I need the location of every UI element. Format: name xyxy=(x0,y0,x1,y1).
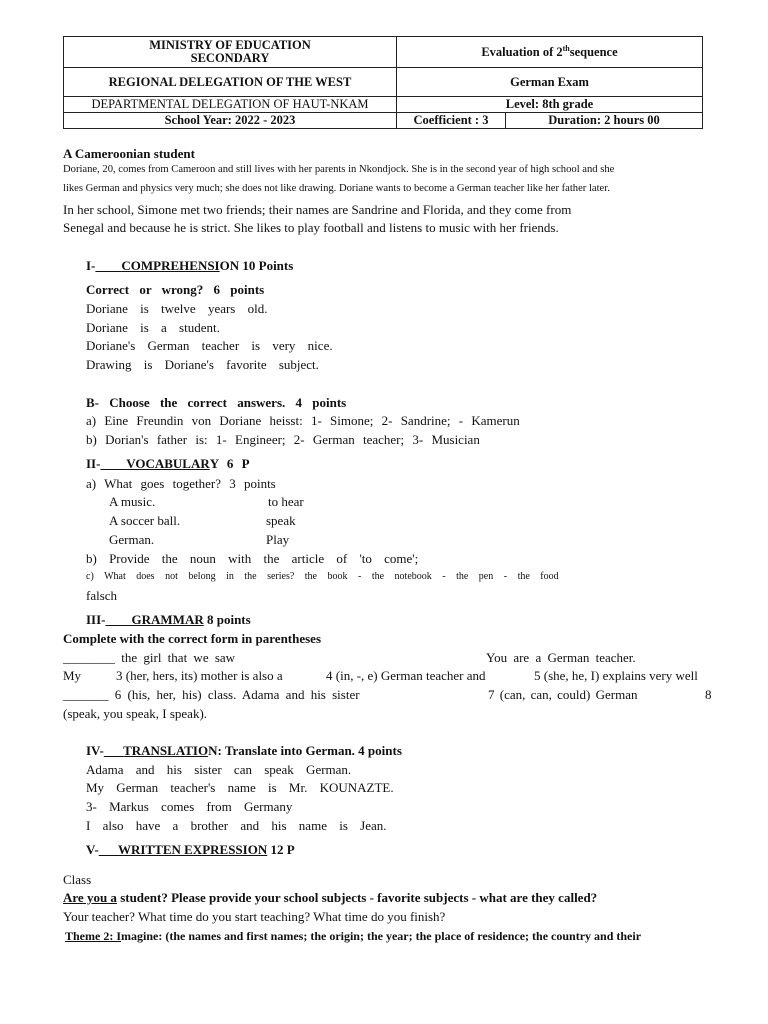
vocabulary-right-3: Play xyxy=(266,532,290,547)
vocabulary-heading xyxy=(86,456,250,472)
regional-cell: REGIONAL DELEGATION OF THE WEST xyxy=(64,68,397,97)
school-year-cell: School Year: 2022 - 2023 xyxy=(64,113,397,129)
written-heading xyxy=(86,842,295,858)
vocabulary-left-3: German. xyxy=(109,532,155,547)
comprehension-heading xyxy=(86,258,293,274)
comprehension-a-item-1: Doriane is twelve years old. xyxy=(86,301,268,316)
written-q1-underlined: Are you a xyxy=(63,890,117,905)
written-theme-rest: magine: (the names and first names; the origin; the year; the place of residence; the country and their xyxy=(121,929,642,943)
comprehension-a-item-3: Doriane's German teacher is very nice. xyxy=(86,338,333,353)
written-class-label: Class xyxy=(63,872,92,887)
grammar-line2-d: 5 (she, he, I) explains very well xyxy=(534,668,698,683)
reading-line2: likes German and physics very much; she does not like drawing. Doriane wants to become a German teacher like her father later. xyxy=(63,183,610,194)
reading-line3: In her school, Simone met two friends; their names are Sandrine and Florida, and they come from xyxy=(63,202,572,217)
evaluation-cell xyxy=(397,37,703,68)
grammar-line2-c: 4 (in, -, e) German teacher and xyxy=(326,668,486,683)
heading-underlined: COMPREHENSI xyxy=(121,258,220,273)
comprehension-a-title: Correct or wrong? 6 points xyxy=(86,282,265,297)
reading-line4: Senegal and because he is strict. She likes to play football and listens to music with her friends. xyxy=(63,220,559,235)
grammar-instruction: Complete with the correct form in parentheses xyxy=(63,631,322,646)
comprehension-b-item-2: b) Dorian's father is: 1- Engineer; 2- German teacher; 3- Musician xyxy=(86,432,480,447)
blank: ________ xyxy=(63,650,115,665)
grammar-line3-b: 7 (can, can, could) German xyxy=(488,687,638,702)
heading-number: IV- xyxy=(86,743,104,758)
vocabulary-b-line: b) Provide the noun with the article of 'to come'; xyxy=(86,551,419,566)
vocabulary-a-title: a) What goes together? 3 points xyxy=(86,476,276,491)
heading-gap xyxy=(100,456,126,471)
duration-cell: Duration: 2 hours 00 xyxy=(506,113,703,129)
vocabulary-left-2: A soccer ball. xyxy=(109,513,181,528)
translation-item-3: 3- Markus comes from Germany xyxy=(86,799,293,814)
grammar-line1 xyxy=(63,650,235,666)
heading-gap xyxy=(104,743,123,758)
translation-heading xyxy=(86,743,402,759)
evaluation-suffix: sequence xyxy=(569,45,618,60)
reading-title: A Cameroonian student xyxy=(63,146,195,161)
heading-rest: N: Translate into German. 4 points xyxy=(208,743,402,758)
heading-rest: 8 points xyxy=(203,612,251,627)
heading-gap xyxy=(106,612,132,627)
grammar-line2-a: My xyxy=(63,668,82,683)
written-q1-rest: student? Please provide your school subjects - favorite subjects - what are they called? xyxy=(116,890,598,905)
vocabulary-right-2: speak xyxy=(266,513,296,528)
vocabulary-right-1: to hear xyxy=(268,494,304,509)
heading-underlined: WRITTEN EXPRESSION xyxy=(118,842,268,857)
evaluation-sup: th xyxy=(562,43,570,53)
ministry-line1: MINISTRY OF EDUCATION xyxy=(149,38,311,52)
heading-number: I- xyxy=(86,258,96,273)
comprehension-a-item-2: Doriane is a student. xyxy=(86,320,220,335)
heading-rest: 12 P xyxy=(267,842,295,857)
evaluation-prefix: Evaluation of 2 xyxy=(481,45,563,60)
comprehension-b-title: B- Choose the correct answers. 4 points xyxy=(86,395,347,410)
grammar-line3 xyxy=(63,687,360,703)
heading-number: V- xyxy=(86,842,99,857)
written-theme-2 xyxy=(65,929,641,944)
heading-gap xyxy=(99,842,118,857)
translation-item-2: My German teacher's name is Mr. KOUNAZTE. xyxy=(86,780,394,795)
grammar-line3-text: 6 (his, her, his) class. Adama and his sister xyxy=(108,687,360,702)
translation-item-1: Adama and his sister can speak German. xyxy=(86,762,352,777)
translation-item-4: I also have a brother and his name is Jean. xyxy=(86,818,387,833)
written-theme-underlined: Theme 2: I xyxy=(65,929,121,943)
ministry-cell xyxy=(64,37,397,68)
vocabulary-falsch: falsch xyxy=(86,588,118,603)
departmental-cell: DEPARTMENTAL DELEGATION OF HAUT-NKAM xyxy=(64,97,397,113)
grammar-line1-text: the girl that we saw xyxy=(115,650,236,665)
header-table xyxy=(63,36,703,129)
heading-number: III- xyxy=(86,612,106,627)
comprehension-b-item-1: a) Eine Freundin von Doriane heisst: 1- Simone; 2- Sandrine; - Kamerun xyxy=(86,413,520,428)
blank: _______ xyxy=(63,687,109,702)
exam-cell: German Exam xyxy=(397,68,703,97)
ministry-line2: SECONDARY xyxy=(190,51,270,65)
grammar-line3-c: 8 xyxy=(705,687,712,702)
heading-underlined: VOCABULAR xyxy=(126,456,210,471)
level-cell: Level: 8th grade xyxy=(397,97,703,113)
heading-underlined: TRANSLATIO xyxy=(123,743,209,758)
grammar-line1-right: You are a German teacher. xyxy=(486,650,636,665)
coefficient-cell: Coefficient : 3 xyxy=(397,113,506,129)
vocabulary-c-line: c) What does not belong in the series? the book - the notebook - the pen - the food xyxy=(86,571,559,582)
vocabulary-left-1: A music. xyxy=(109,494,156,509)
reading-line1: Doriane, 20, comes from Cameroon and still lives with her parents in Nkondjock. She is in the second year of high school and she xyxy=(63,164,615,175)
heading-number: II- xyxy=(86,456,101,471)
heading-rest: Y 6 P xyxy=(209,456,250,471)
grammar-heading xyxy=(86,612,251,628)
heading-gap xyxy=(95,258,121,273)
written-question-2: Your teacher? What time do you start teaching? What time do you finish? xyxy=(63,909,446,924)
written-question-1 xyxy=(63,890,597,906)
grammar-line2-b: 3 (her, hers, its) mother is also a xyxy=(116,668,283,683)
grammar-line4: (speak, you speak, I speak). xyxy=(63,706,208,721)
heading-underlined: GRAMMAR xyxy=(131,612,204,627)
heading-rest: ON 10 Points xyxy=(219,258,294,273)
comprehension-a-item-4: Drawing is Doriane's favorite subject. xyxy=(86,357,319,372)
